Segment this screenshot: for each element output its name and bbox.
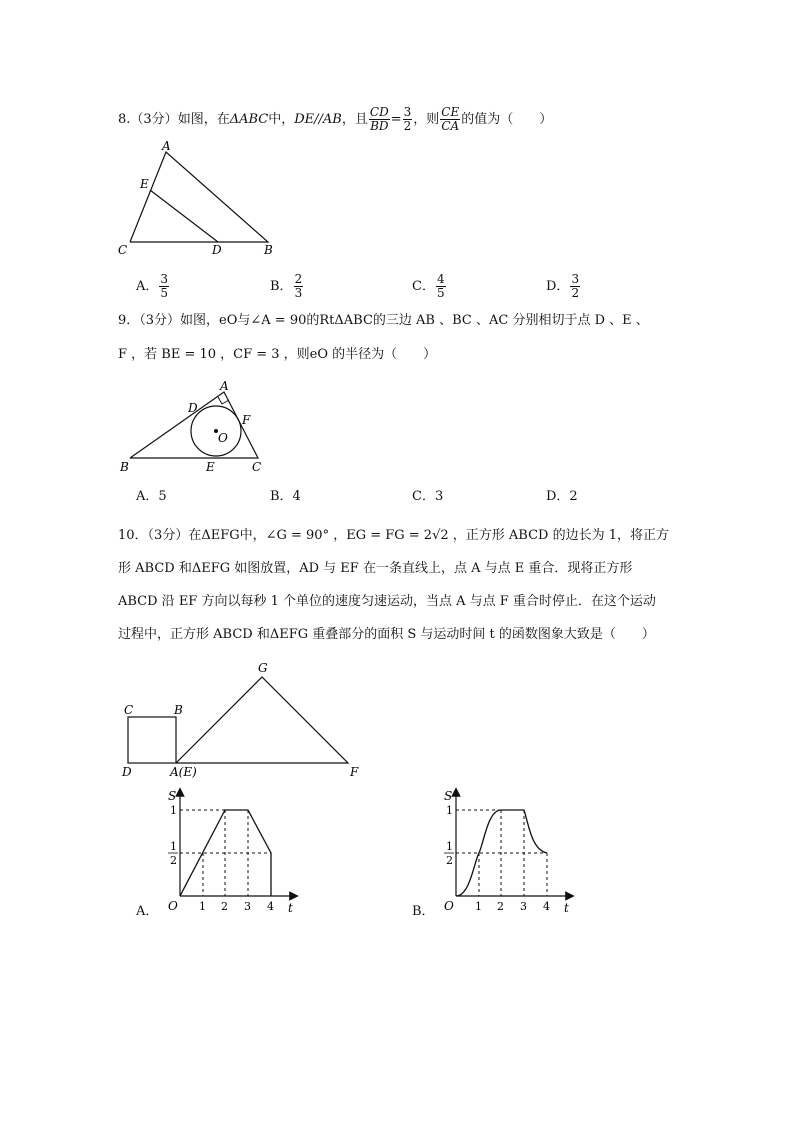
q8-number: 8. [118, 112, 131, 127]
frac-den: 3 [294, 286, 303, 300]
option-fraction [570, 273, 580, 300]
frac-den: 5 [160, 286, 169, 300]
frac-num: 4 [436, 272, 445, 286]
q8-segment-de [150, 190, 218, 242]
option-fraction [159, 273, 169, 300]
q8-equals: = [390, 112, 402, 127]
graph-a-xlabel: t [288, 901, 293, 915]
q8-fraction-cd-bd [369, 106, 390, 133]
q9-label-d: D [188, 401, 198, 415]
graph-a-half-den: 2 [170, 854, 177, 867]
q9-label-b: B [120, 460, 129, 474]
q8-option-a[interactable] [136, 273, 170, 300]
frac-num: CD [369, 105, 389, 119]
q10-label-c: C [124, 703, 134, 717]
q9-option-a[interactable]: A．5 [136, 489, 167, 504]
frac-num: 3 [403, 105, 412, 119]
frac-den: CA [441, 119, 460, 133]
q10-label-d: D [122, 765, 132, 779]
q10-stem-line1: 10．（3分）在ΔEFG中，∠G = 90° ，EG = FG = 2√2 ，正方形 ABCD 的边长为 1，将正方 [118, 528, 669, 543]
q8-label-b: B [264, 243, 273, 257]
q8-label-c: C [118, 243, 128, 257]
q8-option-b[interactable] [270, 273, 304, 300]
q10-option-a[interactable]: A． [136, 904, 159, 919]
q10-stem-line2: 形 ABCD 和ΔEFG 如图放置，AD 与 EF 在一条直线上，点 A 与点 E 重合．现将正方形 [118, 561, 633, 576]
q9-stem-line1: 9．（3分）如图，eO与∠A = 90的RtΔABC的三边 AB 、BC 、AC 分别相切于点 D 、E 、 [118, 313, 649, 328]
graph-a-tick-x4: 4 [267, 900, 274, 913]
graph-b-tick-y1: 1 [446, 804, 453, 817]
graph-a-tick-x2: 2 [221, 900, 228, 913]
q9-label-e: E [206, 460, 215, 474]
option-label: B． [270, 279, 293, 294]
graph-a-half-num: 1 [170, 840, 177, 853]
graph-a-tick-y1: 1 [170, 804, 177, 817]
frac-den: 2 [403, 119, 412, 133]
q9-option-b[interactable]: B．4 [270, 489, 301, 504]
q10-stem-line3: ABCD 沿 EF 方向以每秒 1 个单位的速度匀速运动，当点 A 与点 F 重合时停止．在这个运动 [118, 594, 656, 609]
q10-option-b[interactable]: B． [412, 904, 435, 919]
q8-text-3: ，且 [341, 112, 368, 127]
q10-triangle-efg [176, 677, 348, 763]
graph-b-half-den: 2 [446, 854, 453, 867]
q9-label-o: O [218, 431, 228, 445]
graph-b-tick-x1: 1 [475, 900, 482, 913]
q9-label-c: C [252, 460, 262, 474]
q8-label-a: A [162, 139, 171, 153]
graph-b-tick-x4: 4 [543, 900, 550, 913]
graph-b-origin: O [444, 899, 454, 913]
option-label: A． [136, 279, 159, 294]
q8-label-e: E [140, 177, 149, 191]
q8-text-1: 如图，在 [177, 112, 230, 127]
q10-label-f: F [350, 765, 359, 779]
q8-label-d: D [212, 243, 222, 257]
q9-label-f: F [242, 413, 251, 427]
q8-fraction-ce-ca [440, 106, 460, 133]
q9-option-d[interactable]: D．2 [546, 489, 578, 504]
graph-b-half-num: 1 [446, 840, 453, 853]
option-fraction [436, 273, 446, 300]
q10-graph-b[interactable] [436, 786, 586, 916]
q9-label-a: A [220, 379, 229, 393]
q8-figure [110, 138, 290, 260]
frac-num: 2 [294, 272, 303, 286]
frac-num: 3 [160, 272, 169, 286]
q8-option-c[interactable] [412, 273, 447, 300]
q8-text-5: 的值为（ ） [461, 112, 553, 127]
q8-triangle-abc [130, 152, 268, 242]
q10-figure [112, 658, 372, 780]
q8-score: （3分） [130, 112, 178, 127]
frac-den: 2 [571, 286, 580, 300]
graph-b-guides [456, 810, 547, 896]
q9-stem-line2: F ，若 BE = 10 ，CF = 3 ，则eO 的半径为（ ） [118, 347, 437, 362]
q10-stem-line4: 过程中，正方形 ABCD 和ΔEFG 重叠部分的面积 S 与运动时间 t 的函数图象大致是（ ） [118, 627, 655, 642]
q8-parallel: DE//AB [294, 112, 342, 127]
graph-a-guides [180, 810, 271, 896]
frac-num: 3 [571, 272, 580, 286]
q8-fraction-3-2 [403, 106, 413, 133]
q10-label-ae: A(E) [170, 765, 197, 779]
graph-b-tick-x3: 3 [520, 900, 527, 913]
graph-b-xlabel: t [564, 901, 569, 915]
graph-a-origin: O [168, 899, 178, 913]
graph-a-tick-x3: 3 [244, 900, 251, 913]
graph-b-ylabel: S [444, 789, 453, 803]
q10-square-abcd [128, 717, 176, 763]
option-label: D． [546, 279, 570, 294]
q8-triangle: ΔABC [229, 112, 269, 127]
frac-num: CE [441, 105, 460, 119]
q10-label-b: B [174, 703, 183, 717]
q9-option-c[interactable]: C．3 [412, 489, 444, 504]
q8-option-d[interactable] [546, 273, 581, 300]
graph-a-ylabel: S [168, 789, 177, 803]
graph-a-tick-x1: 1 [199, 900, 206, 913]
q8-stem [118, 106, 552, 133]
q8-text-4: ，则 [413, 112, 440, 127]
frac-den: 5 [436, 286, 445, 300]
q8-text-2: 中， [268, 112, 295, 127]
q10-label-g: G [258, 661, 268, 675]
q9-figure [110, 378, 280, 476]
q10-graph-a[interactable] [160, 786, 310, 916]
option-fraction [294, 273, 304, 300]
graph-b-tick-x2: 2 [497, 900, 504, 913]
option-label: C． [412, 279, 435, 294]
frac-den: BD [370, 119, 389, 133]
